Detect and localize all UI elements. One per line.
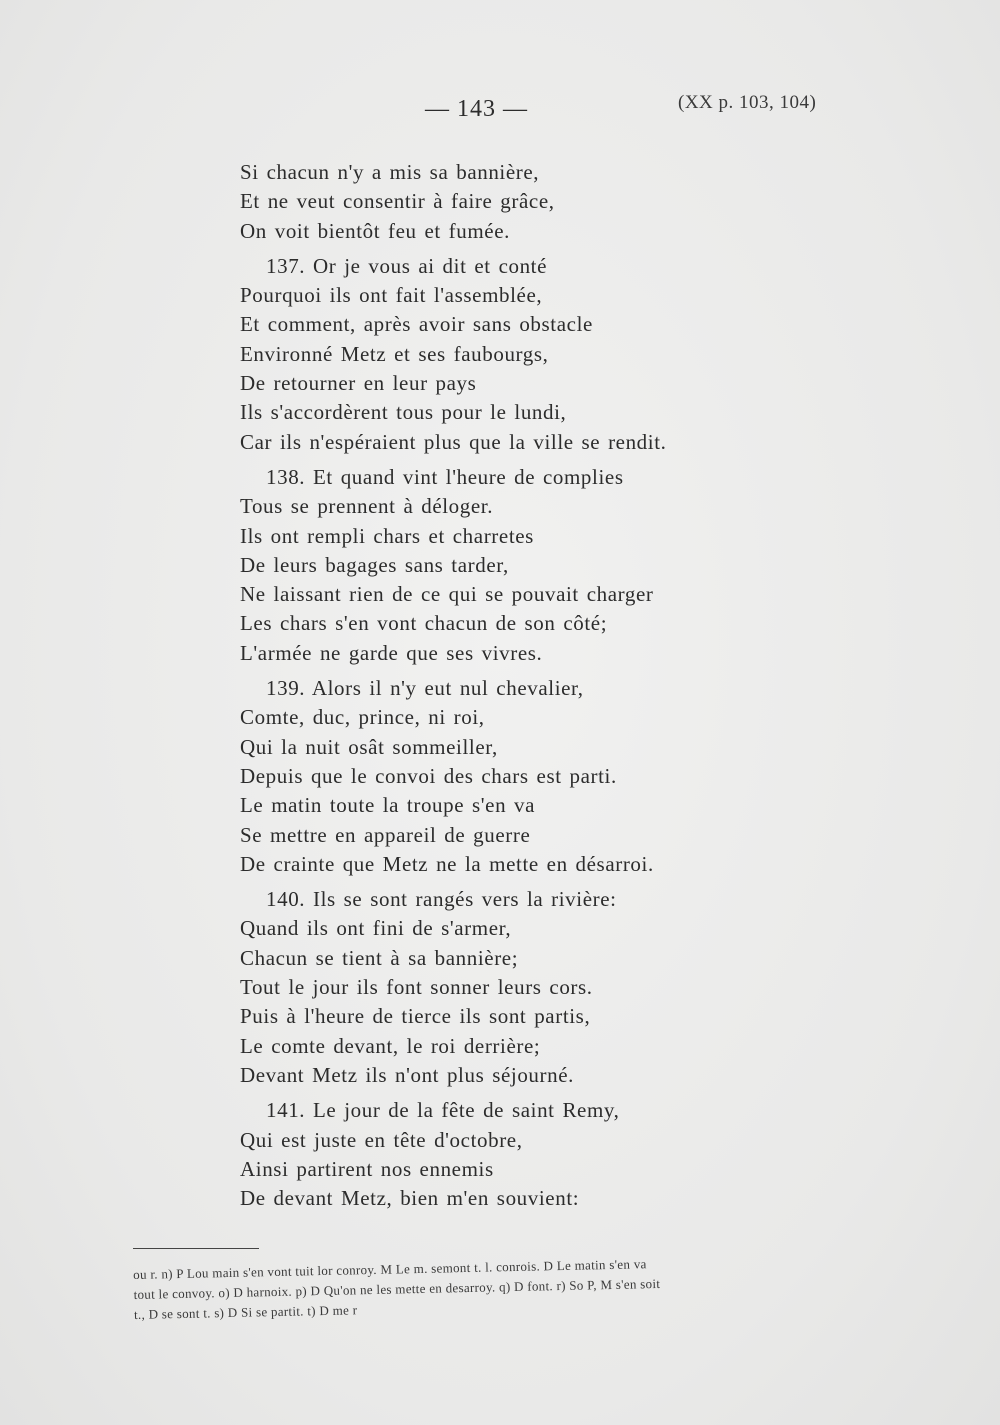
stanza-139 bbox=[240, 674, 760, 879]
verse-line: Ne laissant rien de ce qui se pouvait charger bbox=[240, 582, 654, 607]
verse-line: Comte, duc, prince, ni roi, bbox=[240, 705, 485, 730]
verse-line: Et comment, après avoir sans obstacle bbox=[240, 312, 593, 337]
verse-line: Et ne veut consentir à faire grâce, bbox=[240, 189, 555, 214]
verse-line: 140. Ils se sont rangés vers la rivière: bbox=[266, 887, 617, 912]
page-reference: (XX p. 103, 104) bbox=[678, 92, 817, 113]
verse-line: Environné Metz et ses faubourgs, bbox=[240, 341, 549, 366]
verse-line: Tous se prennent à déloger. bbox=[240, 494, 494, 519]
verse-line: Pourquoi ils ont fait l'assemblée, bbox=[240, 283, 543, 308]
verse-line: Se mettre en appareil de guerre bbox=[240, 822, 531, 847]
verse-line: 138. Et quand vint l'heure de complies bbox=[266, 464, 624, 489]
footnote-divider bbox=[133, 1248, 259, 1249]
footnote-line: tout le convoy. o) D harnoix. p) D Qu'on ne les mette en desarroy. q) D font. r) So P, M s'en soit bbox=[133, 1275, 661, 1302]
verse-line: Qui la nuit osât sommeiller, bbox=[240, 734, 498, 759]
verse-line: Qui est juste en tête d'octobre, bbox=[240, 1127, 523, 1152]
verse-line: De leurs bagages sans tarder, bbox=[240, 552, 509, 577]
footnotes bbox=[133, 1250, 874, 1325]
stanza-138 bbox=[240, 463, 760, 668]
verse-line: Le comte devant, le roi derrière; bbox=[240, 1033, 541, 1058]
footnote-line: ou r. n) P Lou main s'en vont tuit lor conroy. M Le m. semont t. l. conrois. D Le matin s'en va bbox=[133, 1256, 647, 1282]
verse-line: Depuis que le convoi des chars est parti. bbox=[240, 763, 617, 788]
verse-line: De devant Metz, bien m'en souvient: bbox=[240, 1186, 580, 1211]
verse-line: Tout le jour ils font sonner leurs cors. bbox=[240, 975, 593, 1000]
verse-line: Les chars s'en vont chacun de son côté; bbox=[240, 611, 608, 636]
verse-line: Ils ont rempli chars et charretes bbox=[240, 523, 534, 548]
verse-line: Puis à l'heure de tierce ils sont partis, bbox=[240, 1004, 591, 1029]
stanza-137 bbox=[240, 252, 760, 457]
verse-line: De crainte que Metz ne la mette en désarroi. bbox=[240, 851, 654, 876]
verse-line: L'armée ne garde que ses vivres. bbox=[240, 640, 543, 665]
verse-line: De retourner en leur pays bbox=[240, 371, 477, 396]
verse-line: Chacun se tient à sa bannière; bbox=[240, 945, 519, 970]
page-header bbox=[0, 88, 1000, 122]
verse-line: Devant Metz ils n'ont plus séjourné. bbox=[240, 1062, 574, 1087]
verse-line: Car ils n'espéraient plus que la ville se rendit. bbox=[240, 429, 667, 454]
verse-line: 137. Or je vous ai dit et conté bbox=[266, 253, 548, 278]
verse-line: 141. Le jour de la fête de saint Remy, bbox=[266, 1098, 620, 1123]
verse-line: Ils s'accordèrent tous pour le lundi, bbox=[240, 400, 567, 425]
verse-line: Si chacun n'y a mis sa bannière, bbox=[240, 160, 540, 184]
stanza-141 bbox=[240, 1096, 760, 1213]
verse-line: Ainsi partirent nos ennemis bbox=[240, 1156, 494, 1181]
stanza-140 bbox=[240, 885, 760, 1090]
verse-line: Le matin toute la troupe s'en va bbox=[240, 793, 536, 818]
verse-line: On voit bientôt feu et fumée. bbox=[240, 218, 510, 243]
poem-body bbox=[240, 158, 760, 1219]
page-number: — 143 — bbox=[425, 96, 528, 122]
verse-line: Quand ils ont fini de s'armer, bbox=[240, 916, 512, 941]
verse-line: 139. Alors il n'y eut nul chevalier, bbox=[266, 676, 584, 701]
stanza bbox=[240, 158, 760, 246]
footnote-line: t., D se sont t. s) D Si se partit. t) D me r bbox=[133, 1302, 358, 1322]
